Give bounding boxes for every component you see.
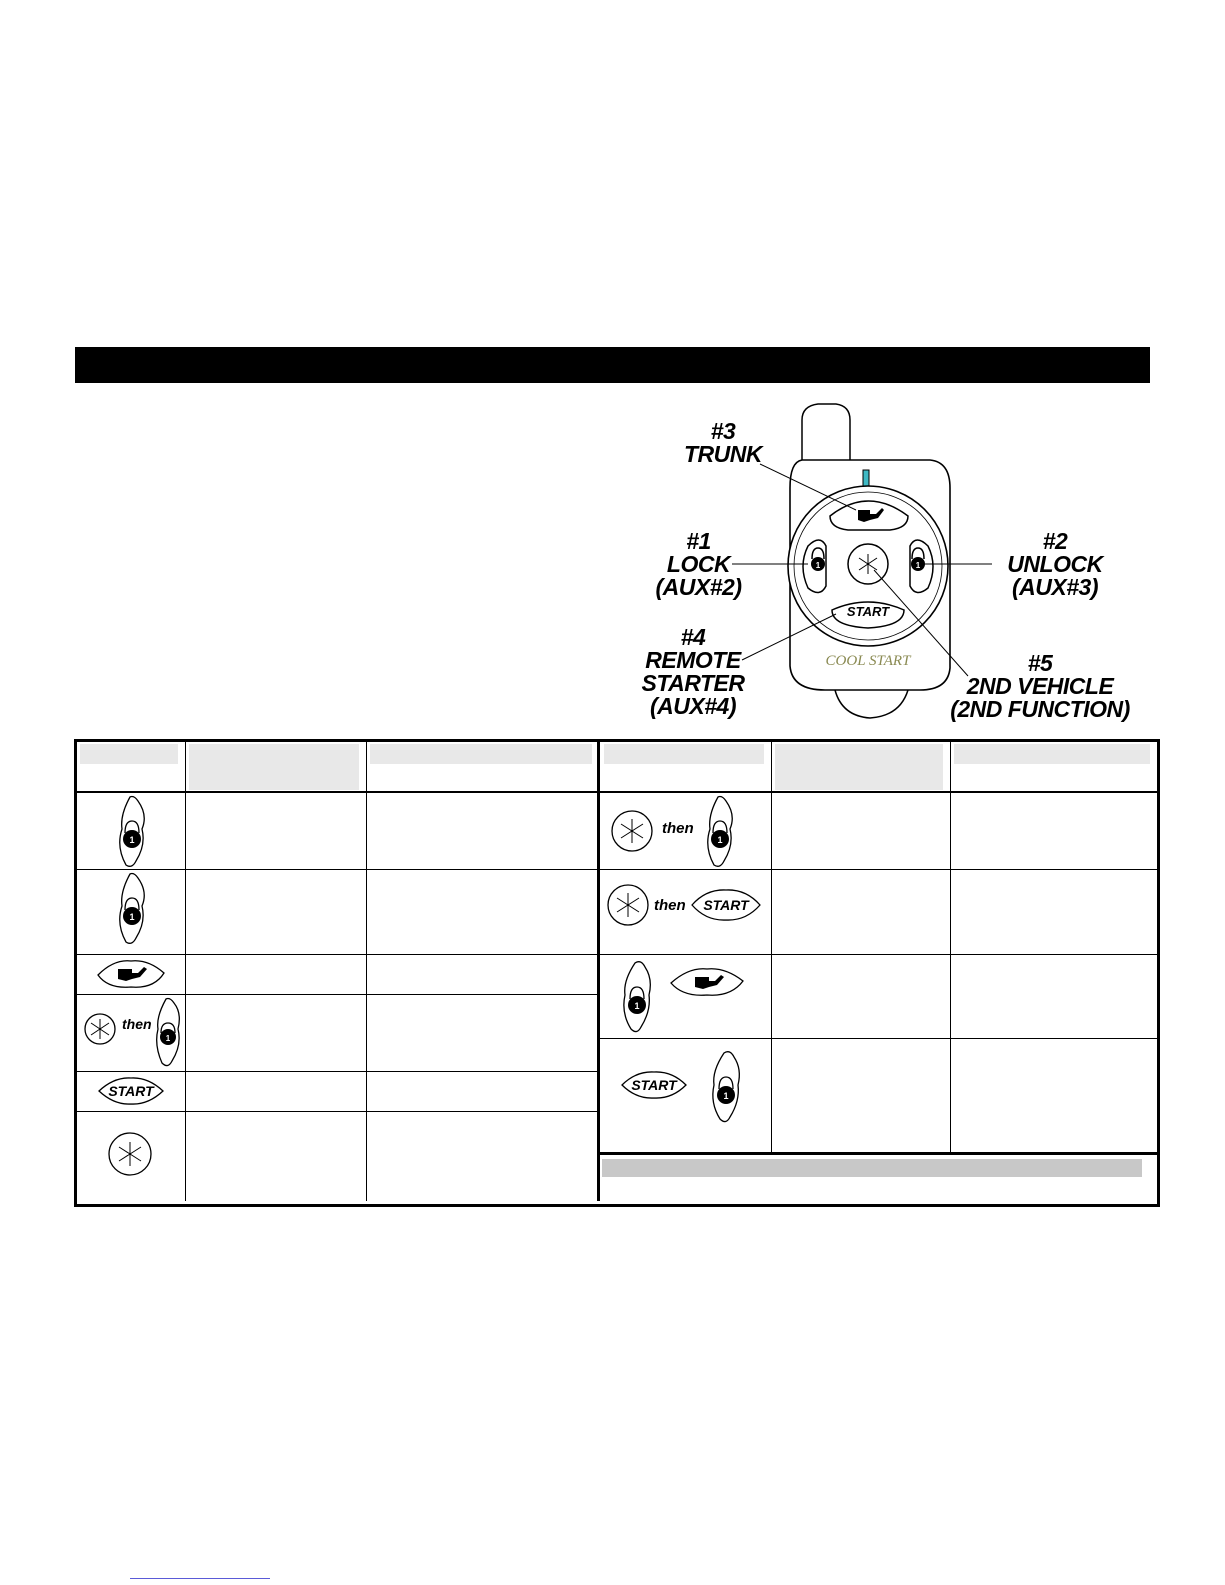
- lock-and-trunk-icon: [619, 959, 749, 1035]
- column-divider: [950, 742, 951, 1152]
- start-button[interactable]: [832, 602, 904, 628]
- remote-function-table: [74, 739, 1160, 1207]
- remote-brand: COOL START: [825, 653, 911, 669]
- star-then-lock-icon: [84, 997, 184, 1069]
- callout-second-vehicle-function: (2ND FUNCTION): [950, 696, 1130, 722]
- callout-starter-label-2: STARTER: [641, 670, 745, 696]
- center-divider: [597, 742, 600, 1201]
- callout-unlock-aux: (AUX#3): [1012, 574, 1098, 600]
- callout-lock: [636, 530, 761, 599]
- callout-unlock-label: UNLOCK: [1007, 551, 1103, 577]
- star-button[interactable]: [848, 544, 888, 584]
- row-divider: [77, 994, 597, 995]
- star-button-icon: [107, 1131, 153, 1177]
- start-label: START: [703, 897, 749, 913]
- svg-text:1: 1: [634, 1001, 640, 1011]
- lock-button[interactable]: [803, 540, 826, 593]
- star-then-lock-icon: [610, 795, 750, 869]
- svg-text:1: 1: [915, 561, 921, 570]
- callout-trunk: [668, 420, 778, 466]
- column-divider: [771, 742, 772, 1152]
- header-cell: [189, 744, 359, 790]
- svg-text:1: 1: [717, 835, 723, 845]
- callout-second-vehicle-label: 2ND VEHICLE: [966, 673, 1114, 699]
- callout-lock-label: LOCK: [666, 551, 731, 577]
- svg-text:1: 1: [815, 561, 821, 570]
- callout-second-vehicle: [934, 652, 1146, 721]
- callout-lock-number: #1: [686, 528, 711, 554]
- then-label: then: [654, 897, 686, 914]
- svg-text:1: 1: [165, 1034, 171, 1043]
- start-label: START: [631, 1077, 677, 1093]
- row-divider: [77, 791, 597, 793]
- callout-starter-number: #4: [680, 624, 706, 650]
- start-button-icon: [96, 1075, 166, 1107]
- column-divider: [185, 742, 186, 1201]
- row-divider: [600, 1038, 1157, 1039]
- section-header-bar: [75, 347, 1150, 383]
- trunk-button-icon: [94, 957, 168, 991]
- row-divider: [77, 954, 597, 955]
- header-cell: [954, 744, 1150, 764]
- svg-text:1: 1: [129, 835, 135, 845]
- callout-starter-aux: (AUX#4): [650, 693, 736, 719]
- column-divider: [366, 742, 367, 1201]
- callout-trunk-number: #3: [710, 418, 736, 444]
- star-then-start-icon: [606, 881, 764, 931]
- callout-starter: [628, 626, 758, 718]
- row-divider: [600, 1152, 1157, 1155]
- row-divider: [600, 954, 1157, 955]
- then-label: then: [662, 820, 694, 837]
- header-cell: [370, 744, 592, 764]
- svg-text:1: 1: [723, 1091, 729, 1101]
- lock-button-icon: [112, 795, 152, 869]
- header-cell: [775, 744, 943, 790]
- callout-starter-label-1: REMOTE: [645, 647, 741, 673]
- callout-second-vehicle-number: #5: [1027, 650, 1053, 676]
- callout-lock-aux: (AUX#2): [655, 574, 742, 600]
- lock-button-icon: [112, 872, 152, 946]
- then-label: then: [122, 1016, 152, 1032]
- callout-unlock: [990, 530, 1120, 599]
- callout-trunk-label: TRUNK: [684, 441, 762, 467]
- header-cell: [80, 744, 178, 764]
- start-label: START: [108, 1083, 154, 1099]
- header-cell: [604, 744, 764, 764]
- row-divider: [77, 1071, 597, 1072]
- row-divider: [77, 1111, 597, 1112]
- start-button-label: START: [846, 604, 890, 619]
- svg-text:1: 1: [129, 912, 135, 922]
- page-link-underline[interactable]: [130, 1578, 270, 1579]
- row-divider: [77, 869, 597, 870]
- row-divider: [600, 869, 1157, 870]
- unlock-button[interactable]: [910, 540, 933, 593]
- callout-unlock-number: #2: [1042, 528, 1068, 554]
- table-footer-bar: [602, 1159, 1142, 1177]
- row-divider: [600, 791, 1157, 793]
- start-and-lock-icon: [618, 1049, 748, 1125]
